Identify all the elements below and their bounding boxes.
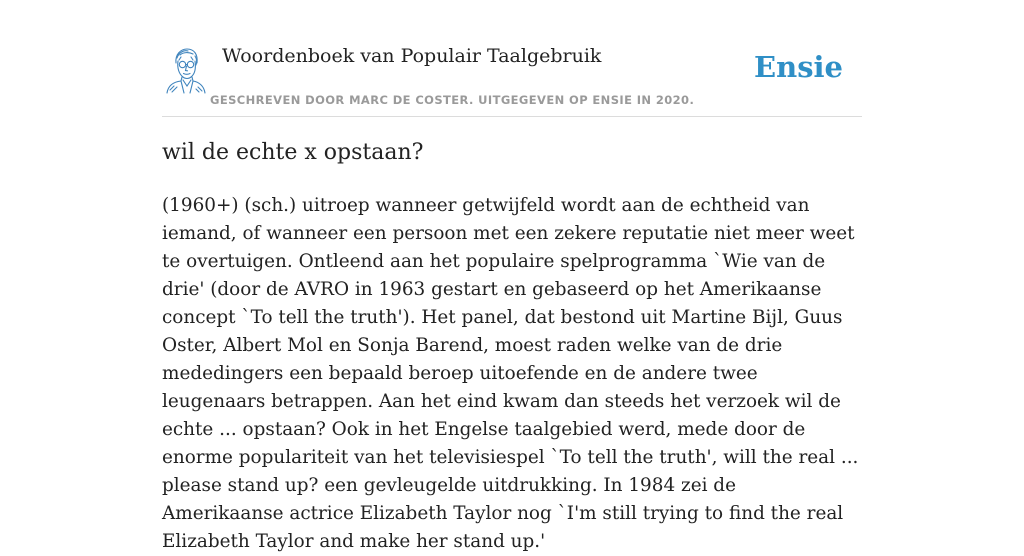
author-byline: GESCHREVEN DOOR MARC DE COSTER. UITGEGEVEN OP ENSIE IN 2020.	[210, 93, 695, 107]
entry-definition: (1960+) (sch.) uitroep wanneer getwijfeld wordt aan de echtheid van iemand, of wanneer een persoon met een zekere reputatie niet meer weet te overtuigen. Ontleend aan het populaire spelprogramma `Wie van de drie' (door de AVRO in 1963 gestart en gebaseerd op het Amerikaanse concept `To tell the truth'). Het panel, dat bestond uit Martine Bijl, Guus Oster, Albert Mol en Sonja Barend, moest raden welke van de drie mededingers een bepaald beroep uitoefende en de andere twee leugenaars betrappen. Aan het eind kwam dan steeds het verzoek wil de echte ... opstaan? Ook in het Engelse taalgebied werd, mede door de enorme populariteit van het televisiespel `To tell the truth', will the real ... please stand up? een gevleugelde uitdrukking. In 1984 zei de Amerikaanse actrice Elizabeth Taylor nog `I'm still trying to find the real Elizabeth Taylor and make her stand up.'	[162, 195, 859, 552]
book-title[interactable]: Woordenboek van Populair Taalgebruik	[222, 45, 602, 67]
page	[162, 0, 862, 552]
author-portrait-icon[interactable]	[164, 46, 208, 94]
header	[162, 0, 862, 117]
entry-headword: wil de echte x opstaan?	[162, 140, 424, 165]
brand-logo[interactable]: Ensie	[754, 50, 843, 84]
